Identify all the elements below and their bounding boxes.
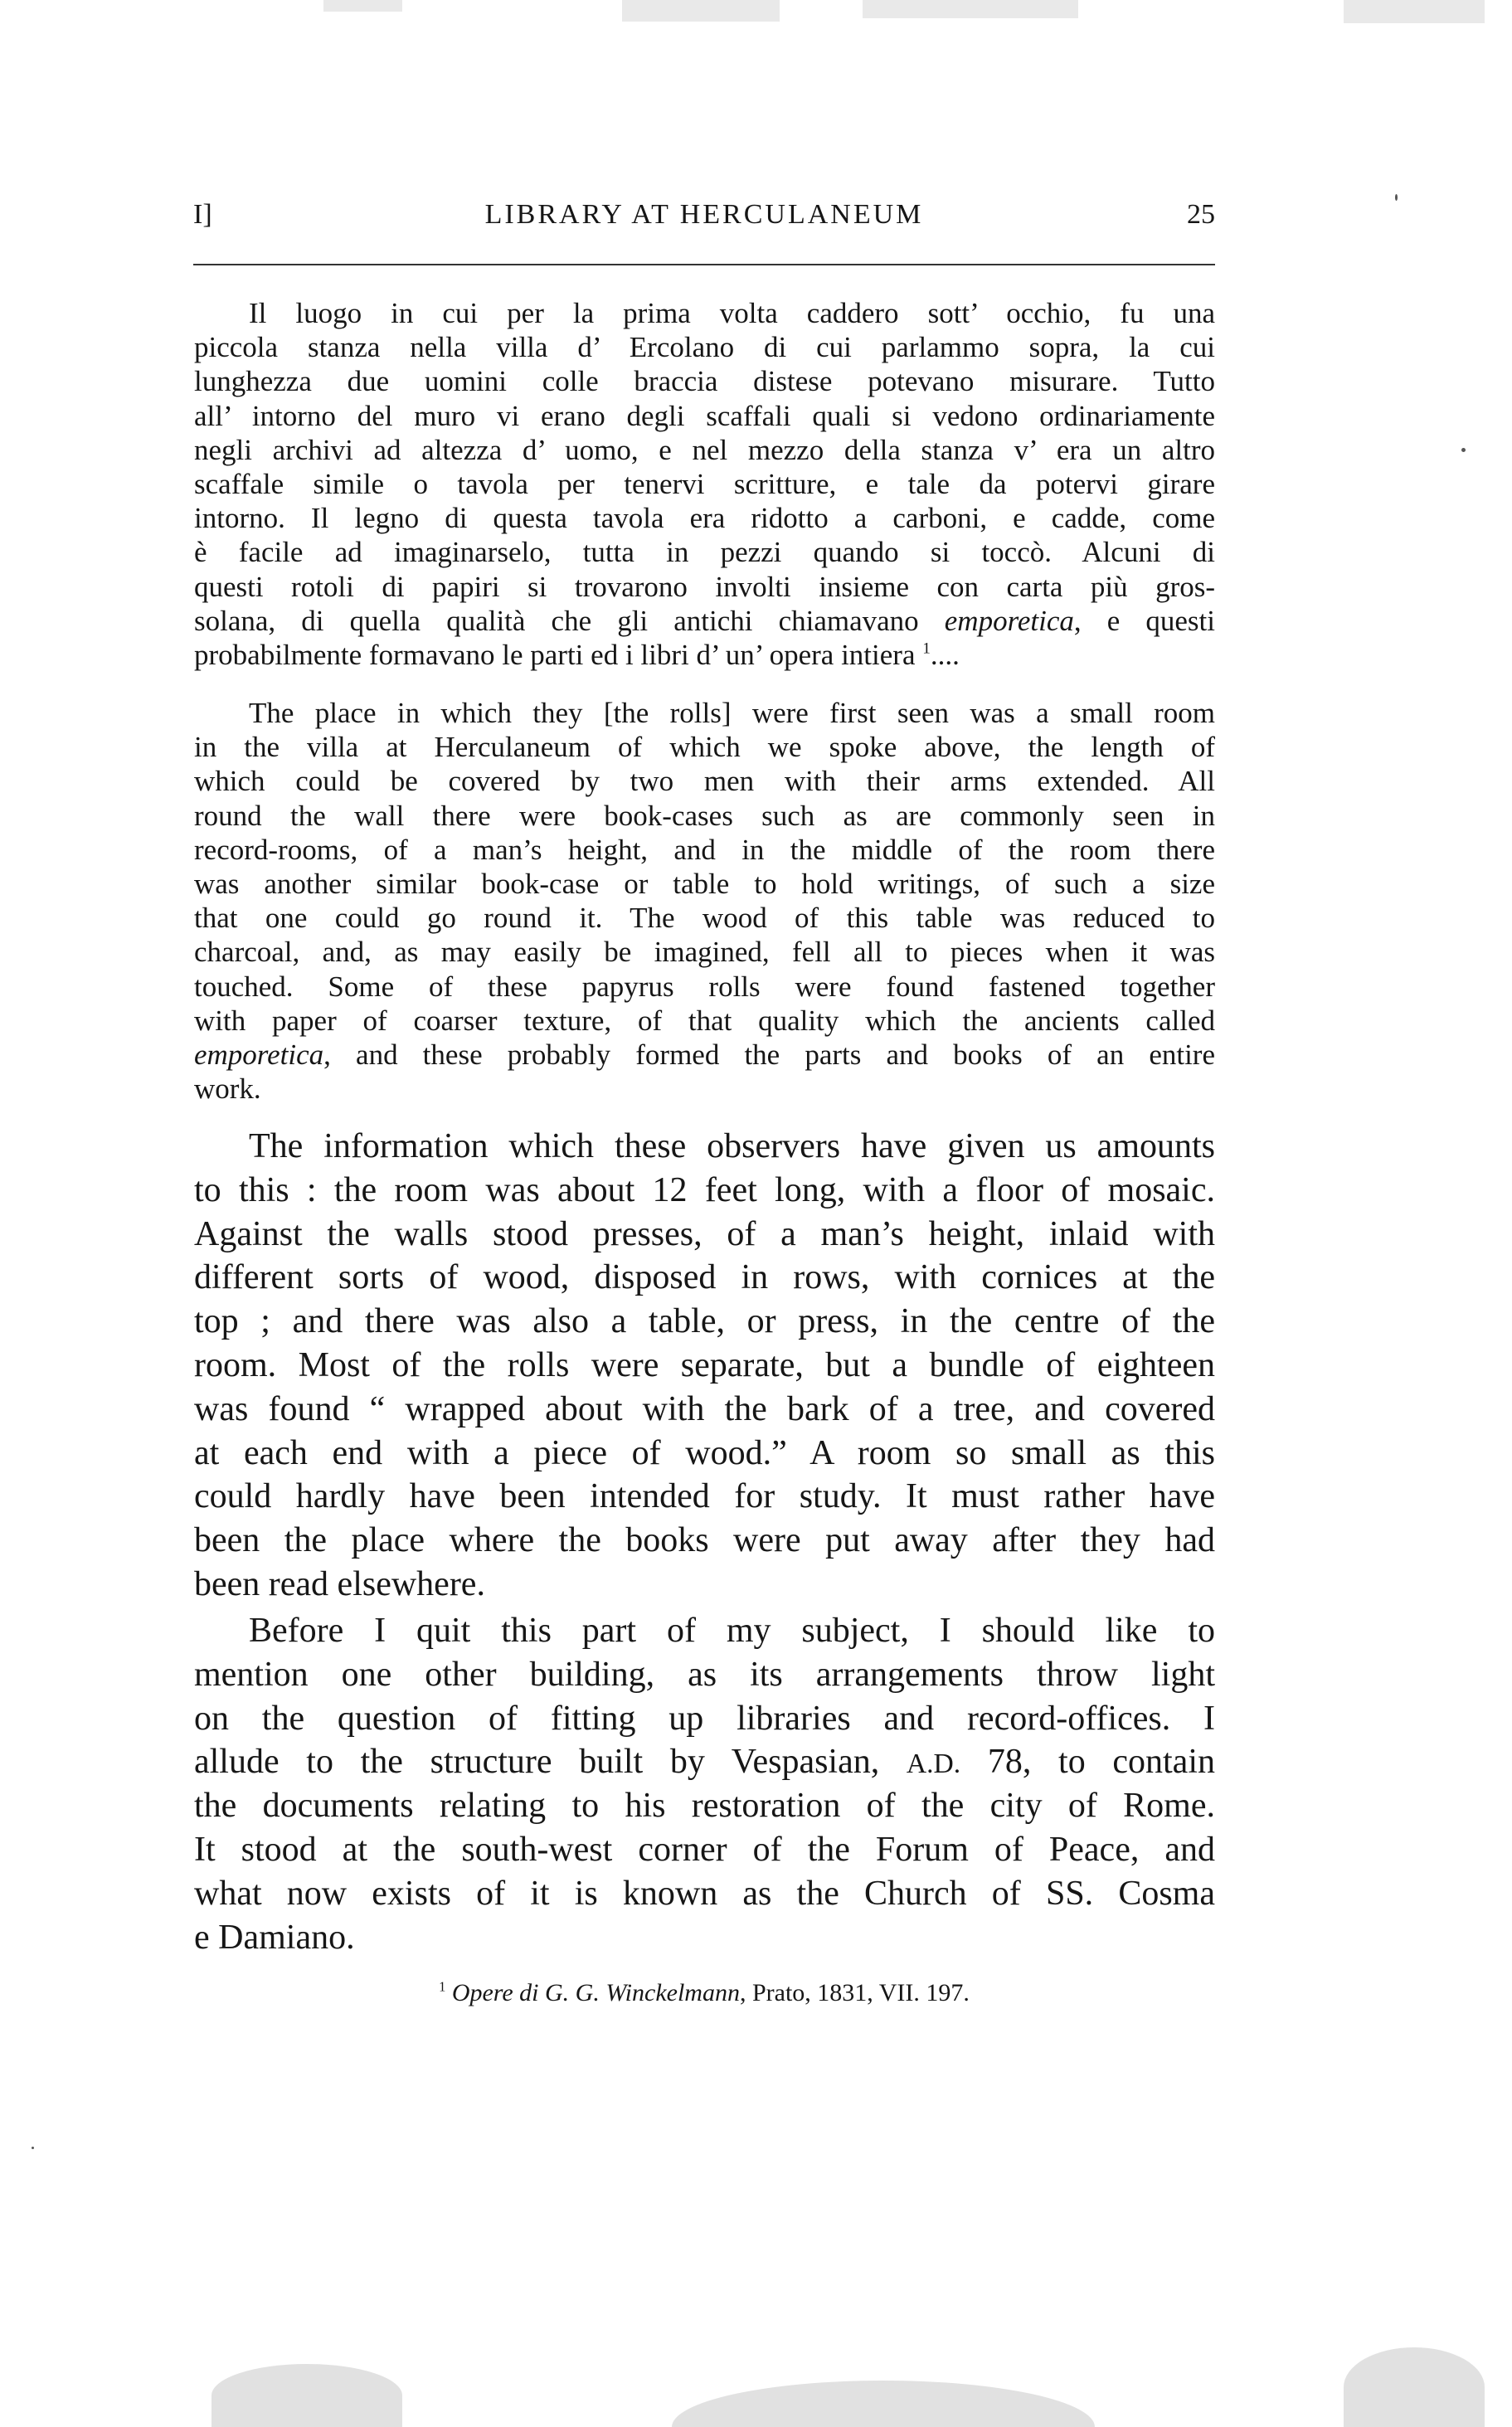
text-line [194, 1697, 1215, 1741]
text-run: solana, di quella qualità che gli antichi chiamavano [194, 604, 945, 637]
scan-artifact [1344, 2347, 1485, 2427]
text-run: was another similar book-case or table to hold writings, of such a size [194, 867, 1215, 900]
scan-artifact [211, 2364, 402, 2427]
text-run: at each end with a piece of wood.” A room so small as this [194, 1433, 1215, 1472]
text-run: to this : the room was about 12 feet long, with a floor of mosaic. [194, 1170, 1215, 1209]
scan-speck [32, 2147, 34, 2149]
scan-artifact [622, 0, 780, 22]
text-run: questi rotoli di papiri si trovarono involti insieme con carta più gros- [194, 570, 1215, 603]
text-line [194, 1653, 1215, 1697]
text-line [194, 1300, 1215, 1344]
text-line [194, 901, 1215, 935]
footnote [193, 1979, 1215, 2007]
text-run: probabilmente formavano le parti ed i libri d’ un’ opera intiera [194, 638, 923, 671]
text-line [194, 696, 1215, 730]
text-line [194, 433, 1215, 467]
text-run: Il luogo in cui per la prima volta caddero sott’ occhio, fu una [249, 297, 1215, 329]
english-translation-paragraph [194, 696, 1215, 1106]
text-line [194, 535, 1215, 569]
footnote-marker: 1 [439, 1978, 446, 1995]
text-line [194, 833, 1215, 867]
text-line [194, 1125, 1215, 1169]
text-run: allude to the structure built by Vespasian, [194, 1743, 907, 1782]
text-run: round the wall there were book-cases such as are commonly seen in [194, 799, 1215, 832]
text-run: room. Most of the rolls were separate, but a bundle of eighteen [194, 1345, 1215, 1384]
text-run: The information which these observers have given us amounts [249, 1127, 1215, 1165]
footnote-work-title: Opere di G. G. Winckelmann [451, 1979, 740, 2006]
text-line [194, 799, 1215, 833]
text-run: The place in which they [the rolls] were first seen was a small room [249, 697, 1215, 729]
text-run: that one could go round it. The wood of this table was reduced to [194, 902, 1215, 935]
text-line [194, 764, 1215, 798]
text-run: top ; and there was also a table, or press, in the centre of the [194, 1302, 1215, 1341]
text-line [194, 638, 1215, 672]
text-run: Against the walls stood presses, of a man’s height, inlaid with [194, 1214, 1215, 1253]
text-run: in the villa at Herculaneum of which we spoke above, the length of [194, 731, 1215, 764]
text-run: with paper of coarser texture, of that quality which the ancients called [194, 1004, 1215, 1037]
scan-artifact [863, 0, 1078, 18]
text-run: work. [194, 1072, 261, 1106]
text-run: 78, to contain [960, 1743, 1215, 1782]
text-run: mention one other building, as its arrangements throw light [194, 1655, 1215, 1694]
italian-quotation-paragraph [194, 296, 1215, 672]
text-line [194, 1072, 1215, 1106]
text-run: been read elsewhere. [194, 1564, 485, 1603]
text-line [194, 570, 1215, 604]
text-run: the documents relating to his restoration of the city of Rome. [194, 1787, 1215, 1826]
chapter-number: I] [193, 199, 212, 230]
body-paragraph [194, 1125, 1215, 1607]
running-title: LIBRARY AT HERCULANEUM [484, 199, 924, 230]
text-run: all’ intorno del muro vi erano degli scaffali quali si vedono ordinariamente [194, 399, 1215, 432]
text-run: intorno. Il legno di questa tavola era ridotto a carboni, e cadde, come [194, 502, 1215, 535]
text-run: on the question of fitting up libraries and record-offices. I [194, 1699, 1215, 1738]
text-run: touched. Some of these papyrus rolls were found fastened together [194, 970, 1215, 1003]
text-line [194, 1169, 1215, 1213]
text-line [194, 399, 1215, 433]
text-line [194, 1256, 1215, 1300]
text-run: , e questi [1073, 604, 1216, 637]
text-run: different sorts of wood, disposed in rows, with cornices at the [194, 1258, 1215, 1297]
footnote-reference: 1 [922, 640, 931, 658]
text-run: what now exists of it is known as the Church of SS. Cosma [194, 1874, 1215, 1913]
text-line [194, 1828, 1215, 1872]
header-rule [193, 264, 1215, 265]
scan-artifact [323, 0, 402, 12]
text-line [194, 1344, 1215, 1388]
text-line [194, 501, 1215, 535]
text-run: was found “ wrapped about with the bark of a tree, and covered [194, 1389, 1215, 1428]
text-run: negli archivi ad altezza d’ uomo, e nel mezzo della stanza v’ era un altro [194, 433, 1215, 466]
text-run: Before I quit this part of my subject, I should like to [249, 1612, 1215, 1650]
text-line [194, 1740, 1215, 1784]
running-header [193, 199, 1215, 241]
text-run: It stood at the south-west corner of the Forum of Peace, and [194, 1830, 1215, 1869]
text-line [194, 730, 1215, 764]
text-run: record-rooms, of a man’s height, and in the middle of the room there [194, 833, 1215, 866]
text-line [194, 1004, 1215, 1038]
text-line [194, 467, 1215, 501]
text-line [194, 1784, 1215, 1828]
text-line [194, 1519, 1215, 1563]
text-line [194, 867, 1215, 901]
text-line [194, 1609, 1215, 1653]
text-run: scaffale simile o tavola per tenervi scritture, e tale da potervi girare [194, 467, 1215, 500]
scan-speck [1395, 194, 1398, 201]
text-line [194, 1563, 1215, 1607]
text-run: been the place where the books were put away after they had [194, 1521, 1215, 1560]
footnote-details: , Prato, 1831, VII. 197. [739, 1979, 970, 2006]
text-run: è facile ad imaginarselo, tutta in pezzi quando si toccò. Alcuni di [194, 536, 1215, 569]
text-line [194, 1872, 1215, 1916]
text-run: lunghezza due uomini colle braccia distese potevano misurare. Tutto [194, 365, 1215, 398]
text-run: could hardly have been intended for study. It must rather have [194, 1477, 1215, 1516]
italic-term: emporetica [944, 604, 1074, 637]
text-run: charcoal, and, as may easily be imagined, fell all to pieces when it was [194, 936, 1215, 969]
text-line [194, 1475, 1215, 1519]
text-line [194, 296, 1215, 330]
page-number: 25 [1187, 199, 1215, 230]
text-run: piccola stanza nella villa d’ Ercolano di cui parlammo sopra, la cui [194, 331, 1215, 364]
text-line [194, 1388, 1215, 1432]
scan-artifact [672, 2381, 1095, 2427]
text-line [194, 1213, 1215, 1257]
text-run: A.D. [906, 1749, 961, 1780]
text-line [194, 935, 1215, 969]
scan-artifact [1344, 0, 1485, 23]
scan-speck [1461, 448, 1466, 452]
text-run: e Damiano. [194, 1918, 355, 1957]
text-line [194, 1038, 1215, 1072]
text-line [194, 1916, 1215, 1960]
text-line [194, 604, 1215, 638]
text-line [194, 1432, 1215, 1476]
text-line [194, 970, 1215, 1004]
italic-term: emporetica [194, 1038, 324, 1071]
text-run: which could be covered by two men with their arms extended. All [194, 765, 1215, 798]
text-run: .... [930, 638, 960, 671]
text-run: , and these probably formed the parts and books of an entire [323, 1038, 1215, 1071]
body-paragraph [194, 1609, 1215, 1959]
text-line [194, 330, 1215, 364]
text-line [194, 364, 1215, 398]
